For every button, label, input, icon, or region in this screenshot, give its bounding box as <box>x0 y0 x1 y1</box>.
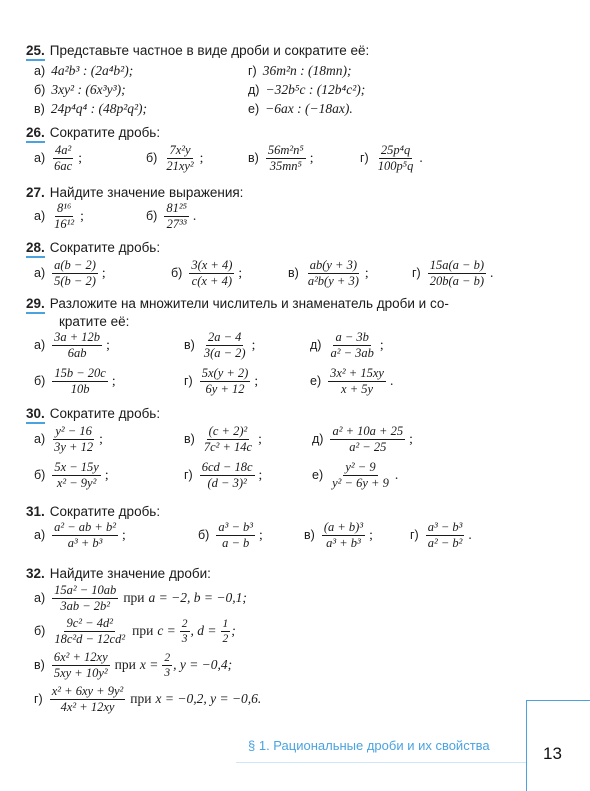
value-fraction <box>221 618 231 645</box>
item-label: б) <box>34 624 46 638</box>
fraction <box>376 144 416 173</box>
item-label: б) <box>34 374 46 388</box>
fraction <box>202 331 248 360</box>
condition: x = <box>139 657 159 672</box>
fraction <box>52 651 110 680</box>
section-title: § 1. Рациональные дроби и их свойства <box>248 738 490 753</box>
numerator: 81²⁵ <box>166 200 187 215</box>
condition-word: при <box>130 691 152 706</box>
item-expression: 3xy² : (6x³y³); <box>51 81 126 97</box>
item-label: в) <box>34 101 45 116</box>
numerator: a² − ab + b² <box>54 519 116 534</box>
numerator: 5x(y + 2) <box>201 365 249 380</box>
numerator: 15b − 20c <box>54 365 106 380</box>
item-expression: 4a²b³ : (2a⁴b²); <box>51 62 134 78</box>
punctuation: ; <box>101 265 106 280</box>
numerator: 5x − 15y <box>54 459 99 474</box>
denominator: 5(b − 2) <box>54 273 96 288</box>
denominator: 3y + 12 <box>54 439 94 454</box>
denominator: y² − 6y + 9 <box>332 475 389 490</box>
item-label: д) <box>312 432 324 446</box>
item-label: г) <box>412 266 421 280</box>
item-label: а) <box>34 266 46 280</box>
punctuation: ; <box>369 527 373 542</box>
punctuation: ; <box>309 150 314 165</box>
punctuation: ; <box>258 467 263 482</box>
fraction <box>52 259 98 288</box>
fraction <box>164 144 195 173</box>
item-label: б) <box>146 209 158 223</box>
problem-number: 31. <box>26 504 45 519</box>
item-label: б) <box>171 266 183 280</box>
problem-number: 26. <box>26 125 45 143</box>
numerator: 2a − 4 <box>207 329 242 344</box>
value-fraction <box>162 652 172 679</box>
fraction <box>328 331 375 360</box>
problem-instruction: Сократите дробь: <box>49 504 161 519</box>
numerator: 3x² + 15xy <box>330 365 384 380</box>
fraction <box>52 202 76 231</box>
item-label: а) <box>34 63 46 78</box>
denominator: 27³³ <box>166 216 187 231</box>
item-label: г) <box>34 692 43 706</box>
numerator: 1 <box>222 617 229 630</box>
problem-27 <box>26 185 578 231</box>
problem-instruction: Сократите дробь: <box>49 125 161 140</box>
numerator: y² − 9 <box>345 459 376 474</box>
item-label: г) <box>248 63 257 78</box>
fraction <box>216 521 255 550</box>
denominator: 35mn⁵ <box>269 158 302 173</box>
item-label: б) <box>198 528 210 542</box>
condition-word: при <box>132 623 154 638</box>
numerator: 6x² + 12xy <box>53 649 108 664</box>
condition: , y = −0,4; <box>173 657 233 672</box>
fraction <box>328 367 386 396</box>
denominator: 16¹² <box>54 216 75 231</box>
value-fraction <box>180 618 190 645</box>
fraction <box>52 144 74 173</box>
item-label: е) <box>248 101 260 116</box>
punctuation: . <box>419 150 423 165</box>
item-label: е) <box>312 468 324 482</box>
punctuation: ; <box>99 431 103 446</box>
numerator: 3a + 12b <box>54 329 101 344</box>
fraction <box>426 521 465 550</box>
numerator: 8¹⁶ <box>56 200 72 215</box>
item-expression: 36m²n : (18mn); <box>262 62 352 78</box>
problem-number: 30. <box>26 406 45 424</box>
item-label: в) <box>184 432 195 446</box>
denominator: a²b(y + 3) <box>307 273 359 288</box>
denominator: (d − 3)² <box>207 475 247 490</box>
problem-30 <box>26 406 578 490</box>
item-label: в) <box>248 151 259 165</box>
problem-26 <box>26 125 578 173</box>
fraction <box>189 259 234 288</box>
numerator: 15a(a − b) <box>429 257 484 272</box>
numerator: (c + 2)² <box>208 423 248 438</box>
fraction <box>428 259 486 288</box>
denominator: 6ab <box>67 345 87 360</box>
fraction <box>330 425 405 454</box>
item-label: д) <box>310 338 322 352</box>
punctuation: . <box>490 265 494 280</box>
item-label: г) <box>184 468 193 482</box>
fraction <box>266 144 306 173</box>
problem-number: 27. <box>26 185 45 200</box>
punctuation: ; <box>259 527 263 542</box>
condition-word: при <box>114 657 136 672</box>
item-expression: −6ax : (−18ax). <box>265 100 353 116</box>
punctuation: ; <box>379 337 384 352</box>
item-label: б) <box>34 82 46 97</box>
numerator: 4a² <box>55 142 72 157</box>
punctuation: ; <box>106 337 110 352</box>
problem-number: 32. <box>26 566 45 581</box>
fraction <box>52 521 118 550</box>
punctuation: . <box>192 208 197 223</box>
denominator: a² − 25 <box>349 439 387 454</box>
denominator: 20b(a − b) <box>429 273 484 288</box>
punctuation: . <box>394 467 399 482</box>
item-label: д) <box>248 82 260 97</box>
item-label: а) <box>34 528 46 542</box>
numerator: 15a² − 10ab <box>54 582 117 597</box>
fraction <box>52 461 101 490</box>
problem-instruction: Найдите значение выражения: <box>49 185 244 200</box>
denominator: 3 <box>164 666 171 679</box>
fraction <box>52 617 127 646</box>
fraction <box>330 461 391 490</box>
problem-instruction: Сократите дробь: <box>49 406 161 421</box>
denominator: 21xy² <box>166 158 194 173</box>
item-label: г) <box>410 528 419 542</box>
denominator: 6ac <box>54 158 73 173</box>
numerator: a − 3b <box>335 329 369 344</box>
denominator: a³ + b³ <box>67 535 103 550</box>
problem-instruction: Найдите значение дроби: <box>49 566 211 581</box>
punctuation: ; <box>258 431 262 446</box>
condition: c = <box>157 623 176 638</box>
problem-32 <box>26 566 578 716</box>
item-label: в) <box>304 528 315 542</box>
item-label: а) <box>34 591 46 605</box>
item-label: г) <box>184 374 193 388</box>
fraction <box>52 584 118 613</box>
numerator: 2 <box>181 617 188 630</box>
denominator: a³ + b³ <box>326 535 361 550</box>
denominator: x + 5y <box>341 381 374 396</box>
numerator: 3(x + 4) <box>191 257 233 272</box>
item-label: а) <box>34 432 46 446</box>
item-expression: 24p⁴q⁴ : (48p²q²); <box>50 100 148 116</box>
page-number: 13 <box>543 744 562 763</box>
fraction <box>52 367 107 396</box>
numerator: 9c² − 4d² <box>66 615 113 630</box>
punctuation: ; <box>409 431 413 446</box>
fraction <box>306 259 361 288</box>
item-label: а) <box>34 151 46 165</box>
denominator: 6y + 12 <box>205 381 245 396</box>
denominator: 18c²d − 12cd² <box>54 631 126 646</box>
punctuation: ; <box>122 527 126 542</box>
numerator: y² − 16 <box>55 423 92 438</box>
denominator: 3 <box>181 632 188 645</box>
problem-instruction: Представьте частное в виде дроби и сократите её: <box>49 43 370 58</box>
item-label: в) <box>184 338 195 352</box>
item-label: г) <box>360 151 369 165</box>
fraction <box>50 685 126 714</box>
footer-divider <box>236 762 526 763</box>
numerator: x² + 6xy + 9y² <box>51 683 124 698</box>
punctuation: ; <box>78 150 82 165</box>
fraction <box>200 367 251 396</box>
denominator: 5xy + 10y² <box>53 665 108 680</box>
denominator: 7c² + 14c <box>203 439 253 454</box>
punctuation: ; <box>254 373 259 388</box>
denominator: 3(a − 2) <box>203 345 246 360</box>
numerator: a³ − b³ <box>218 519 254 534</box>
punctuation: . <box>389 373 394 388</box>
denominator: 4x² + 12xy <box>60 699 115 714</box>
denominator: 3ab − 2b² <box>60 598 111 613</box>
denominator: a² − b² <box>427 535 463 550</box>
punctuation: ; <box>80 208 84 223</box>
problem-29 <box>26 296 578 396</box>
denominator: a − b <box>222 535 250 550</box>
problem-31 <box>26 504 578 550</box>
denominator: 100p⁵q <box>377 158 414 173</box>
numerator: 6cd − 18c <box>201 459 253 474</box>
punctuation: ; <box>111 373 116 388</box>
problem-number: 25. <box>26 43 45 61</box>
problem-instruction: Сократите дробь: <box>49 240 161 255</box>
punctuation: . <box>468 527 472 542</box>
problem-25 <box>26 43 578 118</box>
numerator: 2 <box>164 651 171 664</box>
numerator: (a + b)³ <box>323 519 364 534</box>
punctuation: ; <box>251 337 256 352</box>
item-label: б) <box>146 151 158 165</box>
item-expression: −32b⁵c : (12b⁴c²); <box>265 81 366 97</box>
numerator: a² + 10a + 25 <box>332 423 404 438</box>
fraction <box>200 461 255 490</box>
condition-word: при <box>123 590 145 605</box>
numerator: 25p⁴q <box>380 142 411 157</box>
problem-number: 28. <box>26 240 45 258</box>
numerator: 56m²n⁵ <box>267 142 304 157</box>
numerator: ab(y + 3) <box>309 257 357 272</box>
condition: a = −2, b = −0,1; <box>148 590 247 605</box>
problem-number: 29. <box>26 296 45 314</box>
problem-28 <box>26 240 578 288</box>
item-label: в) <box>288 266 299 280</box>
numerator: a³ − b³ <box>427 519 463 534</box>
problem-instruction-continued: кратите её: <box>59 314 130 329</box>
denominator: a² − 3ab <box>330 345 374 360</box>
denominator: c(x + 4) <box>191 273 233 288</box>
numerator: 7x²y <box>169 142 191 157</box>
problem-instruction: Разложите на множители числитель и знаменатель дроби и со- <box>49 296 449 311</box>
punctuation: ; <box>364 265 369 280</box>
condition: x = −0,2, y = −0,6. <box>155 691 262 706</box>
item-label: а) <box>34 338 46 352</box>
condition: , d = <box>190 623 217 638</box>
fraction <box>322 521 365 550</box>
denominator: 2 <box>222 632 229 645</box>
punctuation: ; <box>199 150 204 165</box>
numerator: a(b − 2) <box>54 257 96 272</box>
denominator: 10b <box>70 381 90 396</box>
item-label: б) <box>34 468 46 482</box>
fraction <box>202 425 254 454</box>
punctuation: ; <box>104 467 109 482</box>
item-label: е) <box>310 374 322 388</box>
denominator: x² − 9y² <box>56 475 97 490</box>
fraction <box>164 202 189 231</box>
item-label: в) <box>34 658 45 672</box>
condition: ; <box>231 623 236 638</box>
punctuation: ; <box>238 265 243 280</box>
fraction <box>52 425 95 454</box>
fraction <box>52 331 102 360</box>
item-label: а) <box>34 209 46 223</box>
